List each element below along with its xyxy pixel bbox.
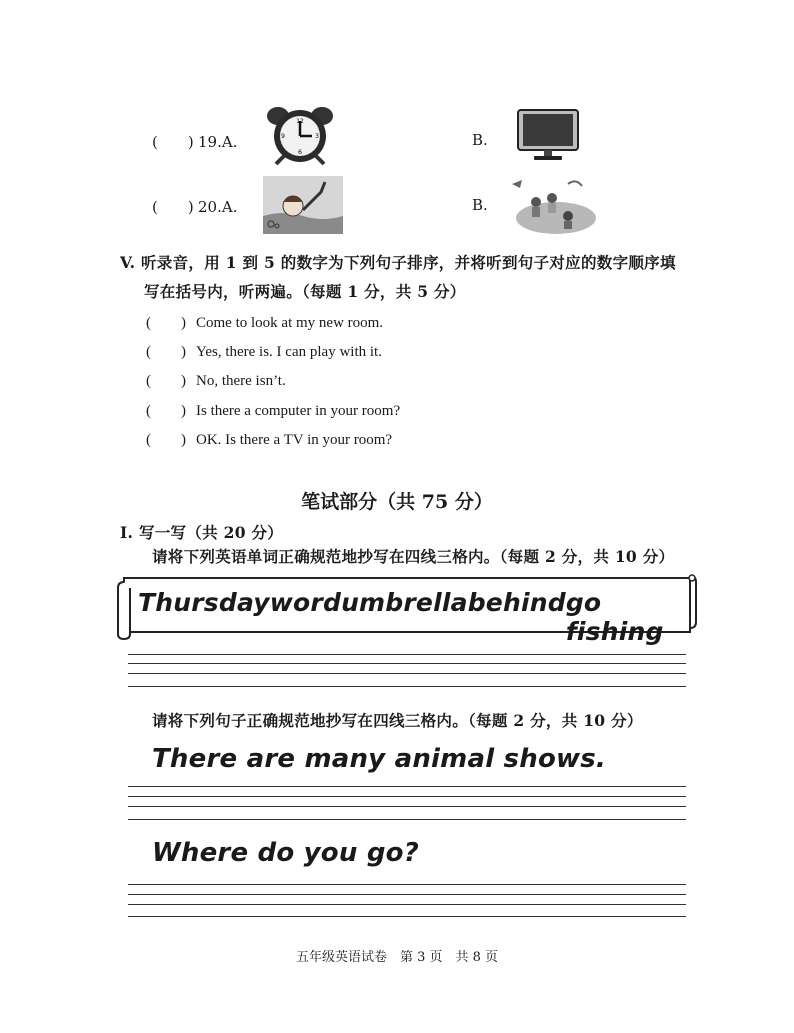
sentence-text: Come to look at my new room.	[196, 315, 384, 331]
word-item: umbrella	[341, 588, 468, 617]
sentence-text: OK. Is there a TV in your room?	[196, 432, 393, 448]
television-icon	[516, 108, 580, 162]
sentence-item	[146, 311, 383, 332]
swimming-girl-icon	[263, 176, 343, 234]
page-footer: 五年级英语试卷 第 3 页 共 8 页	[295, 950, 499, 965]
picnic-children-icon	[506, 176, 598, 236]
answer-paren[interactable]: ( )	[146, 403, 186, 419]
question-19	[152, 131, 237, 152]
sentence-item	[146, 399, 400, 420]
sentence-text: Yes, there is. I can play with it.	[196, 344, 382, 360]
option-a-label: 20.A.	[198, 198, 238, 216]
written-part-title: 笔试部分（共 75 分）	[301, 491, 493, 513]
answer-paren[interactable]: ( )	[146, 432, 186, 448]
svg-text:3: 3	[315, 133, 319, 140]
question-20	[152, 196, 237, 217]
section-5-instruction-line1: V. 听录音，用 1 到 5 的数字为下列句子排序，并将听到句子对应的数字顺序填	[120, 253, 676, 272]
alarm-clock-icon	[264, 104, 336, 166]
word-copy-instruction: 请将下列英语单词正确规范地抄写在四线三格内。（每题 2 分，共 10 分）	[152, 547, 675, 566]
option-a-label: 19.A.	[198, 133, 238, 151]
word-list	[138, 588, 678, 646]
section-5-instruction-line2: 写在括号内，听两遍。（每题 1 分，共 5 分）	[144, 282, 466, 301]
word-item: go fishing	[565, 588, 664, 646]
sentence-text: Is there a computer in your room?	[196, 403, 401, 419]
word-item: word	[269, 588, 342, 617]
option-b-label: B.	[472, 196, 488, 214]
option-b-label: B.	[472, 131, 488, 149]
section-1-heading: Ⅰ. 写一写（共 20 分）	[120, 523, 284, 542]
word-item: Thursday	[138, 588, 270, 617]
model-sentence-1: There are many animal shows.	[152, 744, 606, 774]
answer-paren[interactable]: ( )	[146, 373, 186, 389]
sentence-item	[146, 369, 286, 390]
model-sentence-2: Where do you go?	[152, 838, 419, 868]
answer-paren[interactable]: ( )	[152, 133, 194, 151]
sentence-copy-instruction: 请将下列句子正确规范地抄写在四线三格内。（每题 2 分，共 10 分）	[152, 711, 643, 730]
answer-paren[interactable]: ( )	[146, 344, 186, 360]
word-item: behind	[467, 588, 566, 617]
sentence-item	[146, 428, 392, 449]
sentence-text: No, there isn’t.	[196, 373, 286, 389]
svg-text:12: 12	[296, 118, 304, 125]
svg-text:9: 9	[281, 133, 285, 140]
answer-paren[interactable]: ( )	[152, 198, 194, 216]
svg-text:6: 6	[298, 149, 302, 156]
sentence-item	[146, 340, 382, 361]
answer-paren[interactable]: ( )	[146, 315, 186, 331]
